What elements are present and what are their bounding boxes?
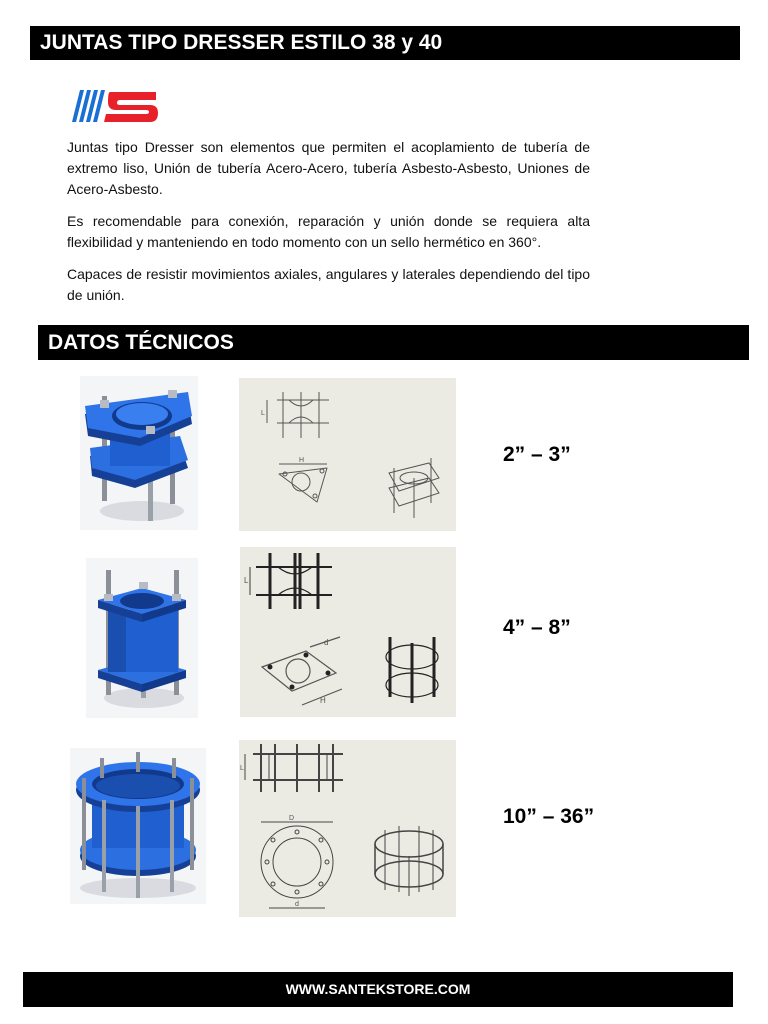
svg-text:d: d: [324, 638, 329, 647]
document-title: JUNTAS TIPO DRESSER ESTILO 38 y 40: [30, 26, 740, 60]
intro-paragraph: Es recomendable para conexión, reparación y unión donde se requiera alta flexibilidad y manteniendo en todo momento con un sello hermético en 360°.: [67, 213, 590, 250]
svg-text:H: H: [299, 457, 305, 464]
dim-label-l: L: [261, 410, 265, 417]
technical-drawing-round: [239, 740, 456, 917]
product-photo-square: [86, 558, 198, 718]
footer-website-link[interactable]: WWW.SANTEKSTORE.COM: [23, 972, 733, 1007]
brand-logo: [70, 86, 160, 126]
product-photo-round: [70, 748, 206, 904]
size-label: 10” – 36”: [503, 805, 595, 828]
section-title: DATOS TÉCNICOS: [38, 325, 749, 360]
svg-text:L: L: [240, 765, 244, 772]
dim-label-d-lower: d: [295, 901, 299, 908]
intro-paragraph: Juntas tipo Dresser son elementos que permiten el acoplamiento de tubería de extremo liso, Unión de tubería Acero-Acero, tubería Asbesto-Asbesto, Uniones de Acero-Asbesto.: [67, 139, 590, 197]
dim-label-d-upper: D: [289, 815, 295, 822]
svg-text:H: H: [320, 696, 326, 705]
intro-text: [67, 137, 590, 317]
size-label: 2” – 3”: [503, 443, 571, 466]
product-photo-triangular: [80, 376, 198, 530]
size-label: 4” – 8”: [503, 616, 571, 639]
intro-paragraph: Capaces de resistir movimientos axiales, angulares y laterales dependiendo del tipo de unión.: [67, 266, 590, 303]
svg-text:L: L: [244, 576, 249, 585]
technical-drawing-triangular: [239, 378, 456, 531]
technical-drawing-square: [240, 547, 456, 717]
